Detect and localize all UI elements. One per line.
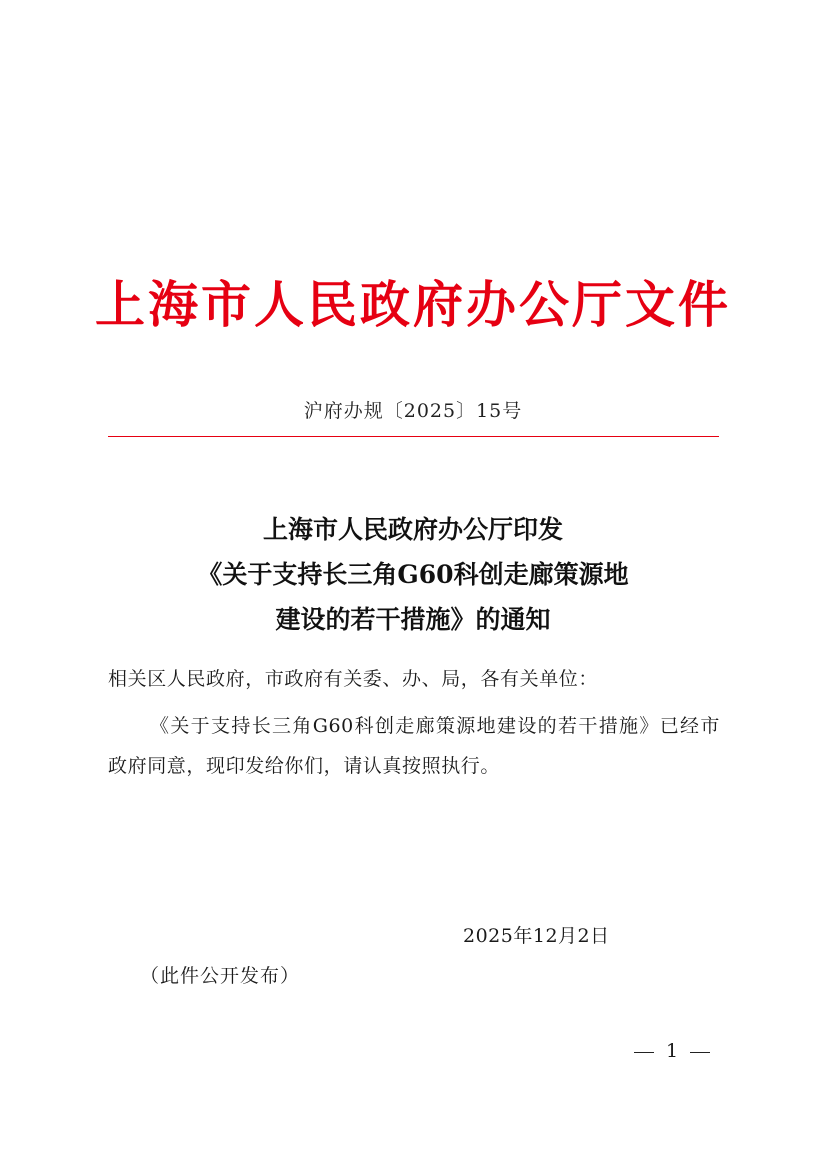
page-number xyxy=(622,1036,722,1066)
page-number-value: 1 xyxy=(666,1040,679,1062)
document-header-title: 上海市人民政府办公厅文件 xyxy=(95,275,731,334)
salutation: 相关区人民政府，市政府有关委、办、局，各有关单位： xyxy=(108,668,599,690)
issue-date: 2025年12月2日 xyxy=(463,925,610,947)
notice-title-line: 《关于支持长三角G60科创走廊策源地 xyxy=(197,560,629,589)
page-number-dash-right xyxy=(690,1052,710,1053)
body-paragraph: 《关于支持长三角G60科创走廊策源地建设的若干措施》已经市政府同意，现印发给你们，请认真按照执行。 xyxy=(108,715,720,777)
notice-title-line: 上海市人民政府办公厅印发 xyxy=(262,515,563,544)
header-red-divider xyxy=(108,436,719,437)
page-number-dash-left xyxy=(634,1052,654,1053)
notice-title-line: 建设的若干措施》的通知 xyxy=(275,605,551,634)
notice-title xyxy=(0,507,826,642)
document-number: 沪府办规〔2025〕15号 xyxy=(303,400,523,422)
public-release-note: （此件公开发布） xyxy=(140,965,301,987)
